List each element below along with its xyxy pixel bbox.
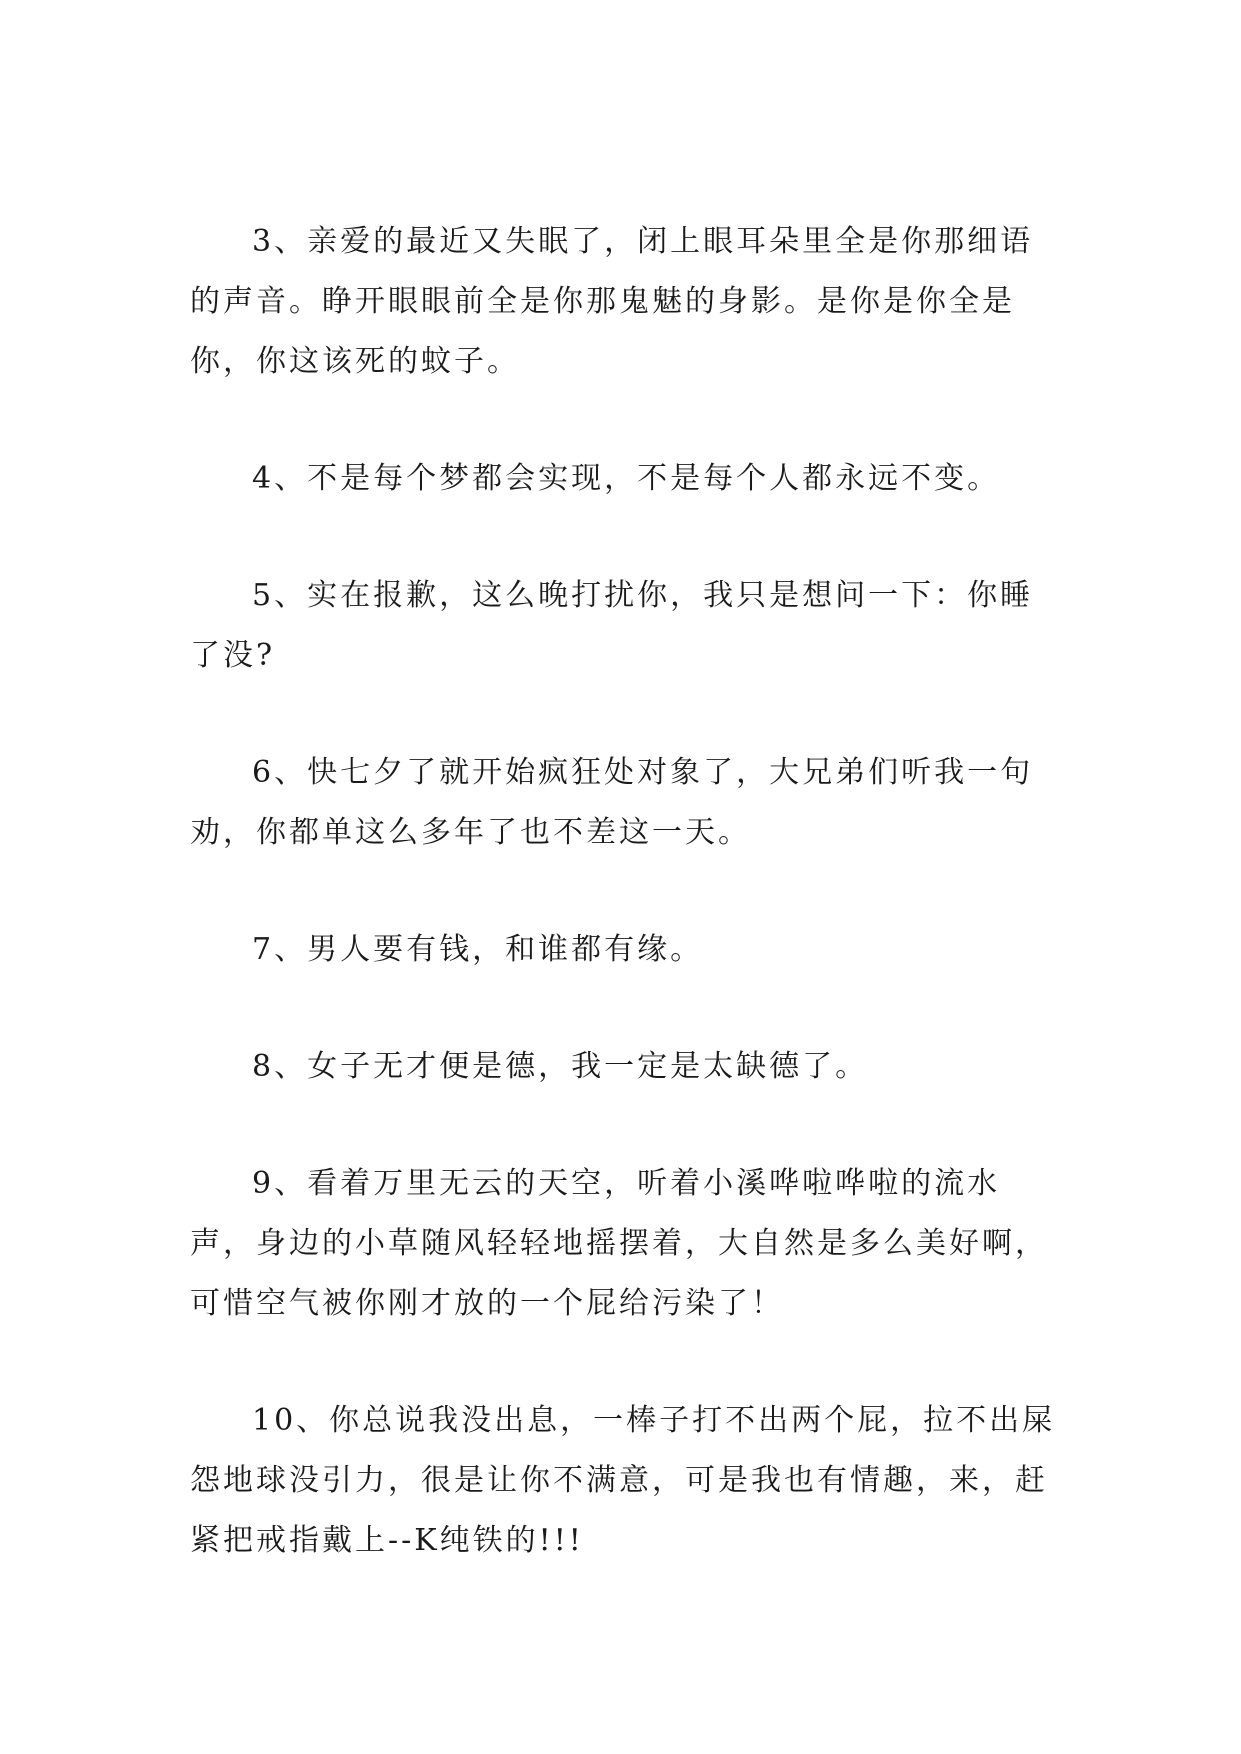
paragraph-3: 3、亲爱的最近又失眠了，闭上眼耳朵里全是你那细语的声音。睁开眼眼前全是你那鬼魅的身影。是你是你全是你，你这该死的蚊子。	[190, 224, 1034, 379]
paragraph-8: 8、女子无才便是德，我一定是太缺德了。	[252, 1049, 869, 1084]
paragraph-7: 7、男人要有钱，和谁都有缘。	[252, 932, 704, 967]
paragraph-4: 4、不是每个梦都会实现，不是每个人都永远不变。	[252, 461, 1001, 496]
paragraph-9: 9、看着万里无云的天空，听着小溪哗啦哗啦的流水声，身边的小草随风轻轻地摇摆着，大自然是多么美好啊，可惜空气被你刚才放的一个屁给污染了！	[190, 1166, 1048, 1321]
paragraph-6: 6、快七夕了就开始疯狂处对象了，大兄弟们听我一句劝，你都单这么多年了也不差这一天。	[190, 755, 1034, 850]
paragraph-10: 10、你总说我没出息，一棒子打不出两个屁，拉不出屎怨地球没引力，很是让你不满意，可是我也有情趣，来，赶紧把戒指戴上--K纯铁的!!!	[190, 1403, 1056, 1558]
paragraph-5: 5、实在报歉，这么晚打扰你，我只是想问一下：你睡了没?	[190, 578, 1034, 673]
document-body	[190, 212, 1060, 1628]
